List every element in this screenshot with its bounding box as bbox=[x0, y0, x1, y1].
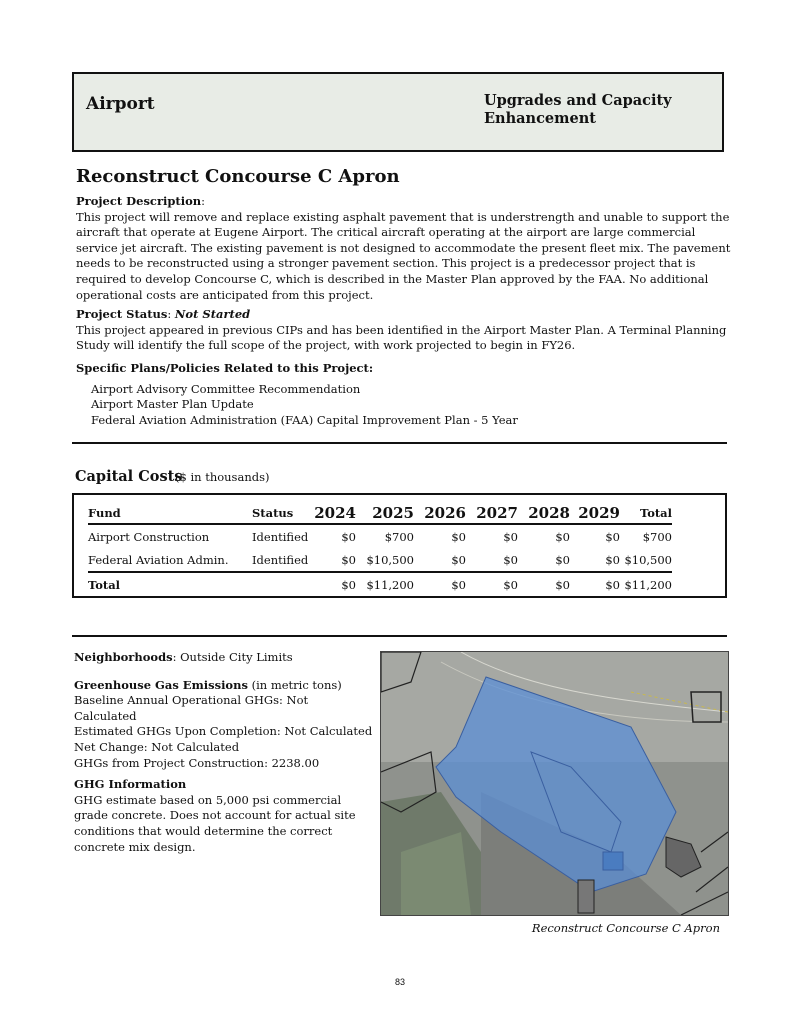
plan-item: Airport Advisory Committee Recommendation bbox=[91, 381, 361, 396]
col-year: 2026 bbox=[414, 503, 466, 524]
cell: Federal Aviation Admin. bbox=[88, 548, 252, 572]
cell bbox=[252, 572, 310, 596]
cell: $700 bbox=[642, 529, 672, 544]
col-year: 2029 bbox=[570, 503, 620, 524]
cell: $0 bbox=[503, 577, 518, 592]
project-map bbox=[380, 651, 729, 916]
cell: $0 bbox=[451, 529, 466, 544]
ghg-line: Net Change: Not Calculated bbox=[74, 739, 240, 754]
ghg-label: Greenhouse Gas Emissions bbox=[74, 677, 248, 692]
cell: $0 bbox=[570, 548, 620, 572]
status-value: Not Started bbox=[174, 307, 251, 321]
map-caption: Reconstruct Concourse C Apron bbox=[531, 921, 720, 935]
cell: $700 bbox=[384, 529, 414, 544]
table-row bbox=[88, 524, 672, 548]
description-label: Project Description bbox=[76, 194, 202, 208]
project-status: Project Status: Not Started This project appeared in previous CIPs and has been identified in the Airport Master Plan. A Terminal Planning Study will identify the full scope of the project, with work projected to begin in FY26. bbox=[76, 307, 736, 354]
cell: $0 bbox=[555, 529, 570, 544]
cell: $0 bbox=[605, 529, 620, 544]
table-header-row bbox=[88, 503, 672, 524]
cell: Identified bbox=[252, 529, 309, 544]
cell: Airport Construction bbox=[88, 529, 210, 544]
plan-item: Airport Master Plan Update bbox=[91, 397, 254, 412]
neighborhoods-value: Outside City Limits bbox=[180, 650, 293, 664]
ghg-line: Baseline Annual Operational GHGs: Not Calculated bbox=[74, 693, 309, 723]
project-details: Neighborhoods: Outside City Limits Greenhouse Gas Emissions (in metric tons) Baseline Annual Operational GHGs: Not Calculated Estimated GHGs Upon Completion: Not Calculated Net Change: Not Calculated GHGs from Project Construction: 2238.00 GHG Information GHG estimate based on 5,000 psi commercial grade concrete. Does not account for actual site conditions that would determine the correct concrete mix design. bbox=[74, 650, 373, 854]
cell: $11,200 bbox=[366, 577, 414, 592]
table-row bbox=[88, 548, 672, 572]
cell: $0 bbox=[451, 577, 466, 592]
cell: $10,500 bbox=[620, 548, 672, 572]
status-text: This project appeared in previous CIPs and has been identified in the Airport Master Plan. A Terminal Planning Study will identify the full scope of the project, with work projected to begin in FY26. bbox=[76, 322, 727, 353]
cell: $0 bbox=[518, 548, 570, 572]
cell: $10,500 bbox=[356, 548, 414, 572]
cell: Identified bbox=[252, 548, 310, 572]
project-description: Project Description: This project will remove and replace existing asphalt pavement that is understrength and unable to support the aircraft that operate at Eugene Airport. The critical aircraft operating at the airport are large commercial service jet aircraft. The existing pavement is not designed to accommodate the present fleet mix. The pavement needs to be reconstructed using a stronger pavement section. This project is a predecessor project that is required to develop Concourse C, which is described in the Master Plan approved by the FAA. No additional operational costs are anticipated from this project. bbox=[76, 194, 736, 303]
department-label: Airport bbox=[86, 94, 155, 114]
capital-costs-subtitle: ($ in thousands) bbox=[175, 470, 270, 484]
cell: $0 bbox=[503, 529, 518, 544]
divider bbox=[72, 635, 727, 637]
cell: $0 bbox=[605, 577, 620, 592]
cell: $0 bbox=[341, 577, 356, 592]
ghg-info-label: GHG Information bbox=[74, 777, 187, 792]
col-total: Total bbox=[620, 503, 672, 524]
cell: $0 bbox=[555, 577, 570, 592]
neighborhoods-label: Neighborhoods bbox=[74, 650, 173, 664]
project-title: Reconstruct Concourse C Apron bbox=[76, 166, 400, 187]
ghg-unit: (in metric tons) bbox=[251, 677, 342, 692]
cell: $0 bbox=[341, 529, 356, 544]
aerial-map-image bbox=[381, 652, 728, 915]
cell: $0 bbox=[310, 548, 356, 572]
cell: Total bbox=[88, 577, 121, 592]
cell: $11,200 bbox=[624, 577, 672, 592]
cell: $0 bbox=[466, 548, 518, 572]
page-number: 83 bbox=[394, 977, 405, 987]
plan-item: Federal Aviation Administration (FAA) Capital Improvement Plan - 5 Year bbox=[91, 412, 518, 427]
col-fund: Fund bbox=[88, 503, 252, 524]
category-label: Upgrades and Capacity Enhancement bbox=[484, 92, 672, 127]
capital-costs-title: Capital Costs bbox=[75, 468, 183, 485]
status-label: Project Status bbox=[76, 307, 168, 321]
table-total-row bbox=[88, 572, 672, 596]
col-year: 2027 bbox=[466, 503, 518, 524]
section-header bbox=[72, 72, 724, 152]
col-year: 2024 bbox=[310, 503, 356, 524]
description-text: This project will remove and replace existing asphalt pavement that is understrength and unable to support the aircraft that operate at Eugene Airport. The critical aircraft operating at the airport are large commercial service jet aircraft. The existing pavement is not designed to accommodate the present fleet mix. The pavement needs to be reconstructed using a stronger pavement section. This project is a predecessor project that is required to develop Concourse C, which is described in the Master Plan approved by the FAA. No additional operational costs are anticipated from this project. bbox=[76, 209, 731, 302]
ghg-info-text: GHG estimate based on 5,000 psi commercial grade concrete. Does not account for actual site conditions that would determine the correct concrete mix design. bbox=[74, 792, 356, 854]
col-year: 2028 bbox=[518, 503, 570, 524]
capital-costs-table bbox=[88, 503, 672, 596]
capital-costs-table-box bbox=[72, 493, 727, 598]
ghg-line: GHGs from Project Construction: 2238.00 bbox=[74, 755, 320, 770]
plans-section bbox=[76, 361, 736, 428]
cell: $0 bbox=[414, 548, 466, 572]
col-year: 2025 bbox=[356, 503, 414, 524]
col-status: Status bbox=[252, 503, 310, 524]
divider bbox=[72, 442, 727, 444]
plans-label: Specific Plans/Policies Related to this Project: bbox=[76, 361, 374, 375]
ghg-line: Estimated GHGs Upon Completion: Not Calculated bbox=[74, 724, 373, 739]
